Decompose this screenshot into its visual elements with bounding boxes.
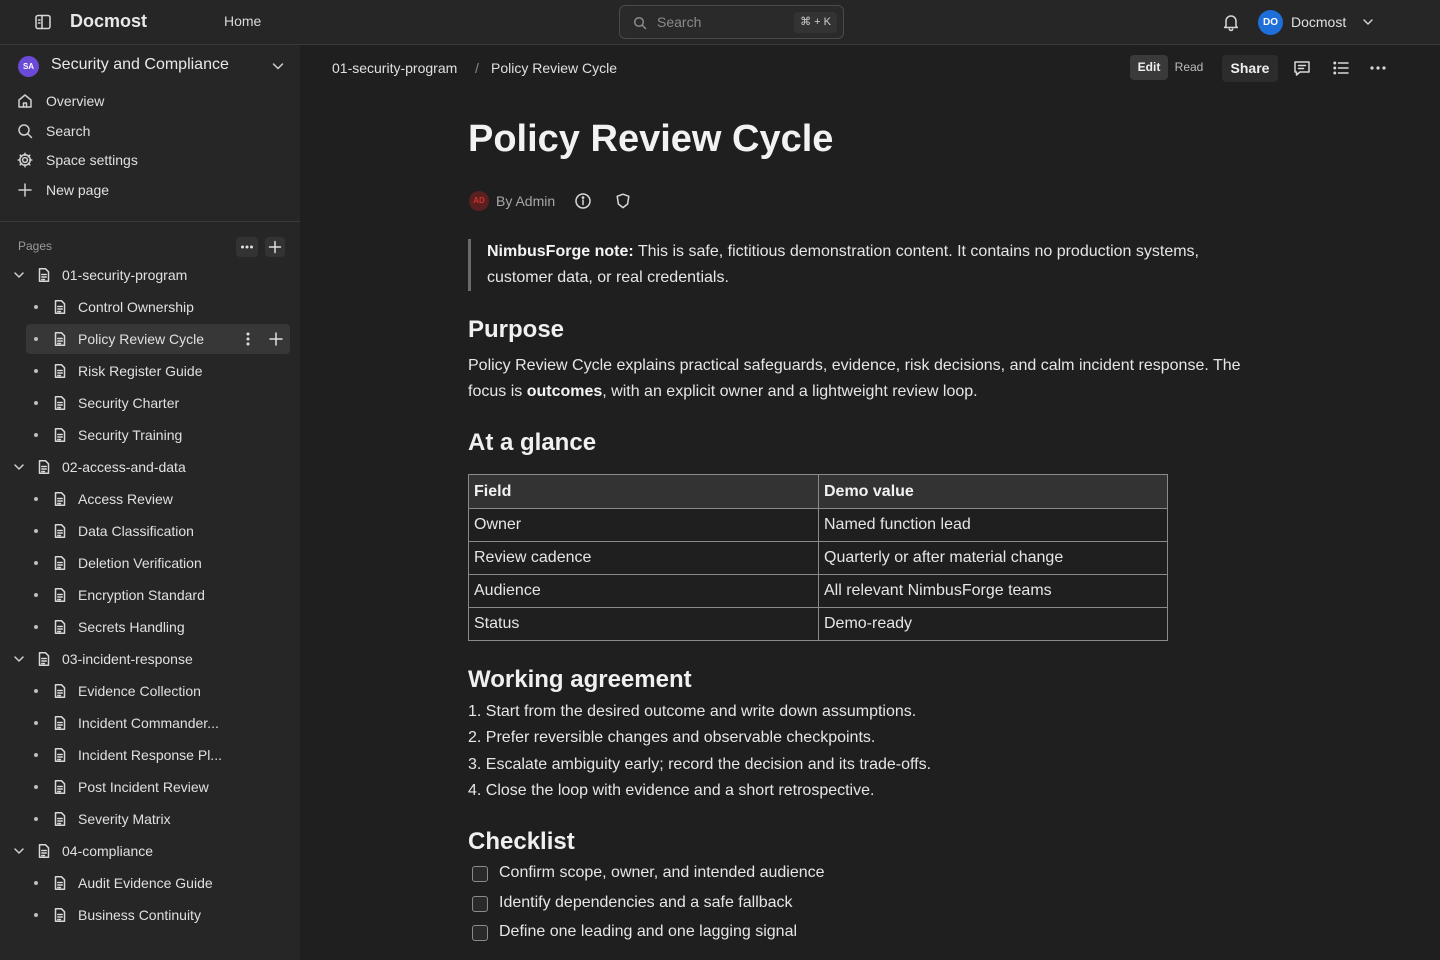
notification-bell-icon[interactable] [1221, 12, 1241, 32]
heading-purpose[interactable]: Purpose [468, 316, 565, 343]
tree-item-label: Incident Commander... [78, 715, 219, 731]
comments-icon[interactable] [1292, 58, 1312, 78]
checklist-item [472, 862, 972, 886]
table-cell[interactable]: Review cadence [469, 542, 819, 575]
page-icon [52, 907, 68, 923]
page-icon [52, 747, 68, 763]
purpose-text: , with an explicit owner and a lightweight review loop. [602, 383, 978, 400]
page-icon [52, 299, 68, 315]
table-cell[interactable]: All relevant NimbusForge teams [819, 575, 1168, 608]
checklist-label[interactable]: Identify dependencies and a safe fallback [499, 894, 793, 911]
callout-text: This is safe, fictitious demonstration content. It contains no production systems, customer data, or real credentials. [487, 243, 1199, 286]
tree-item-label: 03-incident-response [62, 651, 193, 667]
list-item[interactable]: 4. Close the loop with evidence and a short retrospective. [468, 782, 875, 800]
bullet-dot [34, 401, 38, 405]
table-header-cell[interactable]: Demo value [819, 475, 1168, 509]
tree-item[interactable] [26, 292, 290, 322]
tree-item[interactable] [26, 612, 290, 642]
table-row [469, 608, 1168, 641]
tree-item-label: Encryption Standard [78, 587, 205, 603]
sidebar-item-overview[interactable] [16, 89, 286, 113]
tree-item[interactable] [26, 548, 290, 578]
tree-item[interactable] [26, 772, 290, 802]
table-cell[interactable]: Named function lead [819, 509, 1168, 542]
tree-item-label: Post Incident Review [78, 779, 209, 795]
tree-item-label: 02-access-and-data [62, 459, 186, 475]
table-row [469, 575, 1168, 608]
tree-item[interactable] [26, 420, 290, 450]
add-page-button[interactable] [265, 237, 285, 257]
sidebar-item-label: Overview [46, 93, 105, 109]
sidebar-item-search[interactable] [16, 119, 286, 143]
chevron-down-icon[interactable] [12, 652, 26, 666]
bullet-dot [34, 561, 38, 565]
bullet-dot [34, 305, 38, 309]
heading-checklist[interactable]: Checklist [468, 828, 575, 855]
checklist-label[interactable]: Confirm scope, owner, and intended audience [499, 864, 825, 881]
tree-item-label: Incident Response Pl... [78, 747, 222, 763]
page-icon [36, 843, 52, 859]
sidebar-item-space-settings[interactable] [16, 148, 286, 172]
sidebar [0, 45, 300, 960]
tree-item[interactable] [26, 804, 290, 834]
chevron-down-icon[interactable] [270, 58, 286, 74]
page-icon [52, 363, 68, 379]
author-avatar: AD [469, 191, 489, 211]
pages-section-label: Pages [18, 239, 53, 253]
checkbox[interactable] [472, 925, 488, 941]
shield-icon[interactable] [614, 192, 632, 210]
purpose-bold-text: outcomes [526, 383, 603, 400]
bullet-dot [34, 785, 38, 789]
page-title[interactable]: Policy Review Cycle [468, 118, 834, 160]
page-icon [52, 395, 68, 411]
tree-item-label: Policy Review Cycle [78, 331, 205, 347]
tree-item-label: Control Ownership [78, 299, 194, 315]
list-item[interactable]: 3. Escalate ambiguity early; record the decision and its trade-offs. [468, 755, 932, 773]
user-avatar[interactable]: DO [1258, 10, 1283, 35]
checklist-item [472, 892, 972, 916]
tree-item-label: 01-security-program [62, 267, 188, 283]
callout-note[interactable] [468, 239, 1258, 291]
share-button[interactable]: Share [1222, 55, 1278, 82]
list-item[interactable]: 1. Start from the desired outcome and write down assumptions. [468, 703, 917, 720]
bullet-dot [34, 433, 38, 437]
tree-item-label: Deletion Verification [78, 555, 202, 571]
working-agreement-list [468, 699, 931, 805]
checklist-item [472, 921, 972, 945]
checkbox[interactable] [472, 866, 488, 882]
search-icon [16, 122, 34, 140]
breadcrumb-separator: / [475, 60, 479, 76]
tree-item[interactable] [26, 484, 290, 514]
heading-at-a-glance[interactable]: At a glance [468, 429, 597, 456]
space-avatar: SA [18, 56, 39, 77]
tree-item-label: Security Training [78, 427, 183, 443]
search-shortcut-badge: ⌘ + K [794, 12, 837, 33]
sidebar-toggle-icon[interactable] [33, 12, 53, 32]
table-row [469, 542, 1168, 575]
chevron-down-icon[interactable] [12, 268, 26, 282]
gear-icon [16, 151, 34, 169]
page-icon [52, 331, 68, 347]
heading-working-agreement[interactable]: Working agreement [468, 666, 692, 693]
table-of-contents-icon[interactable] [1331, 58, 1351, 78]
tree-item[interactable] [26, 356, 290, 386]
sidebar-item-new-page[interactable] [16, 178, 286, 202]
search-icon [633, 16, 647, 30]
chevron-down-icon[interactable] [12, 844, 26, 858]
bullet-dot [34, 625, 38, 629]
page-icon [52, 587, 68, 603]
tree-folder-02-access-and-data[interactable] [10, 452, 290, 482]
tree-item-label: Access Review [78, 491, 173, 507]
tree-folder-03-incident-response[interactable] [10, 644, 290, 674]
callout-bold-label: NimbusForge note: [487, 243, 634, 260]
tree-item-label: Data Classification [78, 523, 194, 539]
list-item[interactable]: 2. Prefer reversible changes and observable checkpoints. [468, 729, 876, 747]
add-subpage-icon[interactable] [267, 330, 285, 348]
page-icon [52, 491, 68, 507]
pages-more-button[interactable] [236, 237, 258, 257]
top-bar [0, 0, 1440, 45]
tree-item[interactable] [26, 388, 290, 418]
tree-item[interactable] [26, 580, 290, 610]
table-header-cell[interactable]: Field [469, 475, 819, 509]
info-icon[interactable] [574, 192, 592, 210]
tree-item-selected[interactable] [26, 324, 290, 354]
bullet-dot [34, 337, 38, 341]
breadcrumb-current[interactable]: Policy Review Cycle [491, 60, 618, 76]
page-icon [52, 715, 68, 731]
bullet-dot [34, 369, 38, 373]
kebab-menu-icon[interactable] [240, 330, 256, 348]
breadcrumb-parent[interactable]: 01-security-program [332, 60, 458, 76]
sidebar-item-label: New page [46, 182, 110, 198]
bullet-dot [34, 881, 38, 885]
more-options-icon[interactable] [1368, 58, 1388, 78]
bullet-dot [34, 689, 38, 693]
checkbox[interactable] [472, 896, 488, 912]
tree-item-label: Risk Register Guide [78, 363, 203, 379]
page-icon [36, 651, 52, 667]
bullet-dot [34, 497, 38, 501]
page-icon [52, 523, 68, 539]
tree-item-label: Severity Matrix [78, 811, 171, 827]
purpose-text: Policy Review Cycle explains practical safeguards, evidence, risk decisions, and calm incident response. The focus is [468, 357, 1241, 400]
tree-item-label: Security Charter [78, 395, 180, 411]
space-name: Security and Compliance [51, 56, 229, 73]
edit-read-toggle [1130, 55, 1210, 80]
page-icon [52, 779, 68, 795]
edit-mode-button[interactable]: Edit [1130, 55, 1168, 80]
tree-folder-04-compliance[interactable] [10, 836, 290, 866]
sidebar-item-label: Search [46, 123, 91, 139]
space-switcher[interactable] [0, 45, 300, 85]
tree-item[interactable] [26, 868, 290, 898]
purpose-paragraph[interactable] [468, 353, 1268, 405]
tree-item-label: Business Continuity [78, 907, 201, 923]
tree-item-label: Audit Evidence Guide [78, 875, 213, 891]
user-menu-name[interactable]: Docmost [1291, 14, 1347, 30]
tree-item-label: 04-compliance [62, 843, 154, 859]
tree-item[interactable] [26, 516, 290, 546]
table-header-row [469, 475, 1168, 509]
tree-item[interactable] [26, 676, 290, 706]
plus-icon [16, 181, 34, 199]
sidebar-item-label: Space settings [46, 152, 138, 168]
search-placeholder: Search [657, 14, 702, 30]
page-icon [52, 555, 68, 571]
table-cell[interactable]: Status [469, 608, 819, 641]
page-icon [52, 427, 68, 443]
home-icon [16, 92, 34, 110]
glance-table[interactable] [468, 474, 1168, 641]
bullet-dot [34, 817, 38, 821]
page-icon [52, 875, 68, 891]
tree-item-label: Secrets Handling [78, 619, 185, 635]
table-cell[interactable]: Quarterly or after material change [819, 542, 1168, 575]
bullet-dot [34, 593, 38, 597]
chevron-down-icon[interactable] [1361, 15, 1375, 29]
tree-item-label: Evidence Collection [78, 683, 201, 699]
sidebar-divider [0, 221, 300, 222]
app-logo-text[interactable]: Docmost [70, 11, 148, 31]
table-row [469, 509, 1168, 542]
page-icon [52, 683, 68, 699]
page-icon [36, 459, 52, 475]
page-icon [52, 811, 68, 827]
table-cell[interactable]: Audience [469, 575, 819, 608]
tree-item[interactable] [26, 708, 290, 738]
bullet-dot [34, 529, 38, 533]
search-button[interactable] [619, 5, 844, 39]
read-mode-button[interactable]: Read [1174, 60, 1204, 74]
page-icon [36, 267, 52, 283]
page-icon [52, 619, 68, 635]
nav-home-link[interactable]: Home [224, 13, 262, 29]
checklist-label[interactable]: Define one leading and one lagging signal [499, 923, 798, 940]
chevron-down-icon[interactable] [12, 460, 26, 474]
tree-item[interactable] [26, 900, 290, 930]
bullet-dot [34, 913, 38, 917]
bullet-dot [34, 753, 38, 757]
table-cell[interactable]: Owner [469, 509, 819, 542]
author-byline: By Admin [496, 193, 556, 209]
tree-folder-01-security-program[interactable] [10, 260, 290, 290]
bullet-dot [34, 721, 38, 725]
table-cell[interactable]: Demo-ready [819, 608, 1168, 641]
tree-item[interactable] [26, 740, 290, 770]
